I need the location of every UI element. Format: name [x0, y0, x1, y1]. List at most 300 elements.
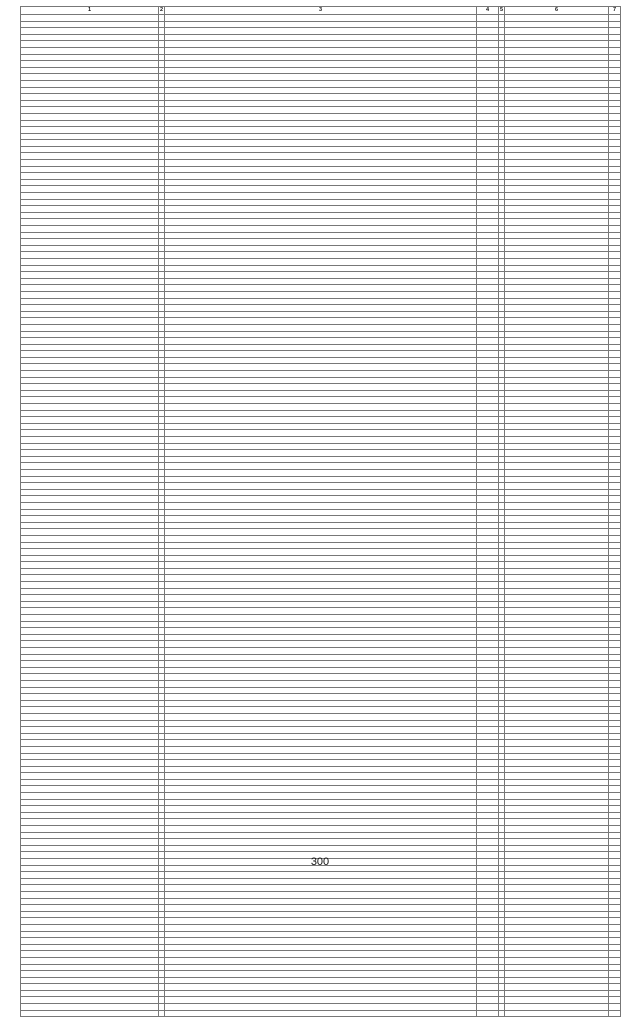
- table-row: [21, 700, 621, 707]
- table-cell: [21, 1010, 159, 1017]
- table-cell: [165, 206, 477, 213]
- table-cell: [505, 80, 609, 87]
- table-cell: [477, 944, 499, 951]
- table-cell: [21, 463, 159, 470]
- table-cell: [609, 905, 621, 912]
- table-cell: [477, 727, 499, 734]
- table-cell: [609, 285, 621, 292]
- table-cell: [609, 338, 621, 345]
- table-cell: [477, 766, 499, 773]
- table-cell: [505, 265, 609, 272]
- table-cell: [609, 100, 621, 107]
- table-cell: [21, 318, 159, 325]
- table-cell: [609, 944, 621, 951]
- table-row: [21, 938, 621, 945]
- table-cell: [505, 61, 609, 68]
- table-cell: [477, 423, 499, 430]
- table-cell: [609, 186, 621, 193]
- table-cell: [21, 760, 159, 767]
- table-cell: [505, 127, 609, 134]
- table-cell: [477, 212, 499, 219]
- table-row: [21, 318, 621, 325]
- table-cell: [505, 153, 609, 160]
- table-cell: [609, 766, 621, 773]
- table-cell: [505, 331, 609, 338]
- table-row: [21, 324, 621, 331]
- table-cell: [505, 133, 609, 140]
- table-cell: [609, 351, 621, 358]
- table-cell: [505, 944, 609, 951]
- table-cell: [165, 364, 477, 371]
- table-cell: [165, 516, 477, 523]
- table-cell: [609, 694, 621, 701]
- table-cell: [21, 21, 159, 28]
- table-row: [21, 575, 621, 582]
- table-cell: [505, 1010, 609, 1017]
- table-cell: [165, 661, 477, 668]
- table-row: [21, 845, 621, 852]
- table-cell: [477, 1010, 499, 1017]
- table-cell: [477, 463, 499, 470]
- table-row: [21, 608, 621, 615]
- table-row: [21, 826, 621, 833]
- table-cell: [165, 133, 477, 140]
- table-row: [21, 773, 621, 780]
- table-cell: [21, 502, 159, 509]
- table-cell: [505, 588, 609, 595]
- table-cell: [165, 648, 477, 655]
- table-cell: [609, 542, 621, 549]
- table-cell: [609, 450, 621, 457]
- table-cell: [21, 832, 159, 839]
- table-cell: [477, 529, 499, 536]
- table-row: [21, 245, 621, 252]
- table-cell: [165, 654, 477, 661]
- table-row: [21, 713, 621, 720]
- table-cell: [609, 733, 621, 740]
- table-cell: [477, 971, 499, 978]
- table-row: [21, 648, 621, 655]
- table-cell: [609, 667, 621, 674]
- table-cell: [505, 826, 609, 833]
- table-cell: [477, 483, 499, 490]
- table-cell: [477, 404, 499, 411]
- table-cell: [165, 793, 477, 800]
- table-cell: [477, 146, 499, 153]
- table-cell: [477, 357, 499, 364]
- table-cell: [165, 212, 477, 219]
- table-cell: [505, 766, 609, 773]
- table-cell: [165, 957, 477, 964]
- table-cell: [165, 502, 477, 509]
- table-row: [21, 476, 621, 483]
- table-cell: [165, 766, 477, 773]
- table-cell: [505, 819, 609, 826]
- table-cell: [165, 278, 477, 285]
- table-cell: [505, 562, 609, 569]
- table-cell: [609, 773, 621, 780]
- table-cell: [21, 219, 159, 226]
- table-cell: [477, 687, 499, 694]
- table-row: [21, 219, 621, 226]
- table-cell: [609, 21, 621, 28]
- table-cell: [21, 628, 159, 635]
- table-cell: [609, 107, 621, 114]
- table-cell: [21, 971, 159, 978]
- table-cell: [609, 199, 621, 206]
- table-cell: [609, 760, 621, 767]
- table-cell: [21, 384, 159, 391]
- table-row: [21, 898, 621, 905]
- table-row: [21, 971, 621, 978]
- table-cell: [609, 615, 621, 622]
- table-cell: [609, 173, 621, 180]
- table-row: [21, 542, 621, 549]
- table-row: [21, 977, 621, 984]
- table-cell: [21, 113, 159, 120]
- table-cell: [505, 450, 609, 457]
- table-cell: [505, 654, 609, 661]
- table-cell: [505, 621, 609, 628]
- table-cell: [21, 186, 159, 193]
- table-cell: [165, 905, 477, 912]
- table-cell: [477, 258, 499, 265]
- table-cell: [21, 390, 159, 397]
- table-cell: [477, 615, 499, 622]
- table-cell: [609, 476, 621, 483]
- table-cell: [165, 806, 477, 813]
- table-cell: [21, 885, 159, 892]
- table-row: [21, 344, 621, 351]
- table-cell: [165, 397, 477, 404]
- table-cell: [609, 529, 621, 536]
- table-cell: [21, 931, 159, 938]
- table-row: [21, 924, 621, 931]
- table-cell: [21, 555, 159, 562]
- table-cell: [165, 575, 477, 582]
- table-cell: [21, 509, 159, 516]
- table-cell: [477, 226, 499, 233]
- table-cell: [505, 1004, 609, 1011]
- table-cell: [477, 568, 499, 575]
- table-cell: [505, 15, 609, 22]
- table-row: [21, 28, 621, 35]
- table-cell: [477, 153, 499, 160]
- table-row: [21, 812, 621, 819]
- table-cell: [505, 410, 609, 417]
- table-cell: [165, 107, 477, 114]
- table-cell: [477, 291, 499, 298]
- table-row: [21, 397, 621, 404]
- table-cell: [477, 667, 499, 674]
- table-row: [21, 186, 621, 193]
- table-cell: [21, 338, 159, 345]
- table-cell: [165, 34, 477, 41]
- table-cell: [477, 318, 499, 325]
- table-cell: [609, 384, 621, 391]
- table-cell: [505, 496, 609, 503]
- table-cell: [609, 87, 621, 94]
- table-cell: [21, 918, 159, 925]
- table-cell: [477, 1004, 499, 1011]
- table-cell: [21, 529, 159, 536]
- table-cell: [505, 746, 609, 753]
- table-cell: [165, 674, 477, 681]
- table-cell: [505, 226, 609, 233]
- table-cell: [609, 984, 621, 991]
- table-cell: [505, 773, 609, 780]
- table-cell: [21, 206, 159, 213]
- table-cell: [505, 318, 609, 325]
- table-row: [21, 582, 621, 589]
- table-cell: [477, 700, 499, 707]
- table-cell: [165, 727, 477, 734]
- table-cell: [477, 127, 499, 134]
- table-cell: [21, 120, 159, 127]
- table-cell: [609, 430, 621, 437]
- table-cell: [21, 608, 159, 615]
- table-row: [21, 674, 621, 681]
- table-cell: [477, 661, 499, 668]
- table-cell: [505, 535, 609, 542]
- table-cell: [609, 305, 621, 312]
- header-cell-4: 4: [477, 7, 499, 15]
- table-cell: [505, 469, 609, 476]
- table-cell: [609, 232, 621, 239]
- table-cell: [21, 588, 159, 595]
- table-cell: [165, 740, 477, 747]
- table-row: [21, 964, 621, 971]
- table-row: [21, 443, 621, 450]
- table-cell: [609, 799, 621, 806]
- table-cell: [477, 450, 499, 457]
- table-cell: [505, 120, 609, 127]
- table-cell: [505, 615, 609, 622]
- table-cell: [21, 160, 159, 167]
- table-cell: [477, 430, 499, 437]
- table-cell: [21, 634, 159, 641]
- table-cell: [609, 34, 621, 41]
- table-cell: [505, 384, 609, 391]
- table-cell: [505, 272, 609, 279]
- table-cell: [477, 252, 499, 259]
- table-cell: [477, 502, 499, 509]
- table-row: [21, 146, 621, 153]
- table-cell: [21, 226, 159, 233]
- table-row: [21, 463, 621, 470]
- table-cell: [609, 291, 621, 298]
- table-cell: [165, 87, 477, 94]
- table-row: [21, 212, 621, 219]
- table-cell: [505, 634, 609, 641]
- table-cell: [21, 153, 159, 160]
- table-cell: [21, 74, 159, 81]
- table-cell: [477, 951, 499, 958]
- table-row: [21, 667, 621, 674]
- table-cell: [165, 489, 477, 496]
- table-cell: [609, 456, 621, 463]
- table-cell: [165, 971, 477, 978]
- table-cell: [477, 80, 499, 87]
- table-cell: [21, 977, 159, 984]
- table-cell: [505, 898, 609, 905]
- table-row: [21, 305, 621, 312]
- table-cell: [477, 437, 499, 444]
- table-cell: [477, 885, 499, 892]
- table-cell: [505, 516, 609, 523]
- table-cell: [477, 931, 499, 938]
- table-cell: [609, 582, 621, 589]
- table-cell: [21, 661, 159, 668]
- table-cell: [477, 753, 499, 760]
- table-cell: [477, 232, 499, 239]
- table-cell: [477, 990, 499, 997]
- table-cell: [505, 713, 609, 720]
- table-cell: [165, 1004, 477, 1011]
- table-cell: [477, 21, 499, 28]
- table-cell: [21, 483, 159, 490]
- table-cell: [165, 258, 477, 265]
- table-cell: [21, 34, 159, 41]
- table-cell: [21, 806, 159, 813]
- table-cell: [609, 390, 621, 397]
- table-cell: [165, 351, 477, 358]
- table-row: [21, 628, 621, 635]
- table-cell: [477, 476, 499, 483]
- table-cell: [477, 298, 499, 305]
- table-cell: [477, 54, 499, 61]
- table-cell: [609, 832, 621, 839]
- table-cell: [21, 15, 159, 22]
- table-cell: [165, 733, 477, 740]
- table-cell: [505, 997, 609, 1004]
- table-row: [21, 601, 621, 608]
- table-row: [21, 786, 621, 793]
- table-cell: [609, 219, 621, 226]
- table-row: [21, 621, 621, 628]
- table-cell: [477, 120, 499, 127]
- table-row: [21, 113, 621, 120]
- table-row: [21, 806, 621, 813]
- table-cell: [609, 344, 621, 351]
- table-cell: [21, 667, 159, 674]
- header-cell-2: 2: [159, 7, 164, 13]
- table-cell: [165, 252, 477, 259]
- table-cell: [477, 305, 499, 312]
- table-cell: [165, 331, 477, 338]
- table-cell: [165, 437, 477, 444]
- table-row: [21, 984, 621, 991]
- table-cell: [165, 535, 477, 542]
- table-row: [21, 839, 621, 846]
- table-row: [21, 410, 621, 417]
- table-row: [21, 615, 621, 622]
- table-cell: [505, 28, 609, 35]
- table-cell: [609, 47, 621, 54]
- table-row: [21, 133, 621, 140]
- table-cell: [165, 931, 477, 938]
- table-row: [21, 779, 621, 786]
- header-cell-7: 7: [609, 7, 621, 15]
- table-cell: [609, 746, 621, 753]
- table-cell: [505, 239, 609, 246]
- table-cell: [609, 166, 621, 173]
- table-cell: [165, 41, 477, 48]
- table-cell: [21, 239, 159, 246]
- table-cell: [477, 924, 499, 931]
- table-cell: [505, 443, 609, 450]
- table-row: [21, 265, 621, 272]
- table-cell: [165, 410, 477, 417]
- table-cell: [21, 437, 159, 444]
- table-cell: [21, 94, 159, 101]
- table-row: [21, 549, 621, 556]
- table-cell: [165, 924, 477, 931]
- table-cell: [165, 272, 477, 279]
- table-cell: [477, 94, 499, 101]
- table-cell: [165, 469, 477, 476]
- table-cell: [477, 186, 499, 193]
- table-cell: [505, 740, 609, 747]
- table-cell: [165, 305, 477, 312]
- table-cell: [609, 146, 621, 153]
- table-cell: [165, 291, 477, 298]
- table-cell: [21, 773, 159, 780]
- table-cell: [505, 278, 609, 285]
- table-cell: [21, 793, 159, 800]
- table-cell: [21, 351, 159, 358]
- table-cell: [477, 595, 499, 602]
- table-cell: [21, 720, 159, 727]
- table-cell: [505, 753, 609, 760]
- table-cell: [21, 891, 159, 898]
- table-cell: [505, 87, 609, 94]
- table-cell: [165, 885, 477, 892]
- table-cell: [477, 173, 499, 180]
- table-cell: [477, 15, 499, 22]
- table-cell: [165, 826, 477, 833]
- table-cell: [165, 549, 477, 556]
- table-cell: [477, 384, 499, 391]
- table-cell: [505, 812, 609, 819]
- table-cell: [165, 694, 477, 701]
- table-header: [21, 7, 621, 15]
- table-cell: [609, 417, 621, 424]
- table-cell: [609, 258, 621, 265]
- table-row: [21, 595, 621, 602]
- table-cell: [165, 94, 477, 101]
- table-cell: [477, 245, 499, 252]
- table-row: [21, 634, 621, 641]
- table-cell: [21, 944, 159, 951]
- table-row: [21, 450, 621, 457]
- table-cell: [165, 463, 477, 470]
- table-cell: [505, 397, 609, 404]
- table-row: [21, 555, 621, 562]
- table-cell: [477, 621, 499, 628]
- table-cell: [609, 522, 621, 529]
- table-cell: [609, 496, 621, 503]
- table-cell: [505, 595, 609, 602]
- table-cell: [505, 67, 609, 74]
- table-cell: [505, 509, 609, 516]
- table-row: [21, 351, 621, 358]
- table-cell: [165, 338, 477, 345]
- table-row: [21, 199, 621, 206]
- table-cell: [505, 324, 609, 331]
- table-cell: [21, 252, 159, 259]
- table-row: [21, 272, 621, 279]
